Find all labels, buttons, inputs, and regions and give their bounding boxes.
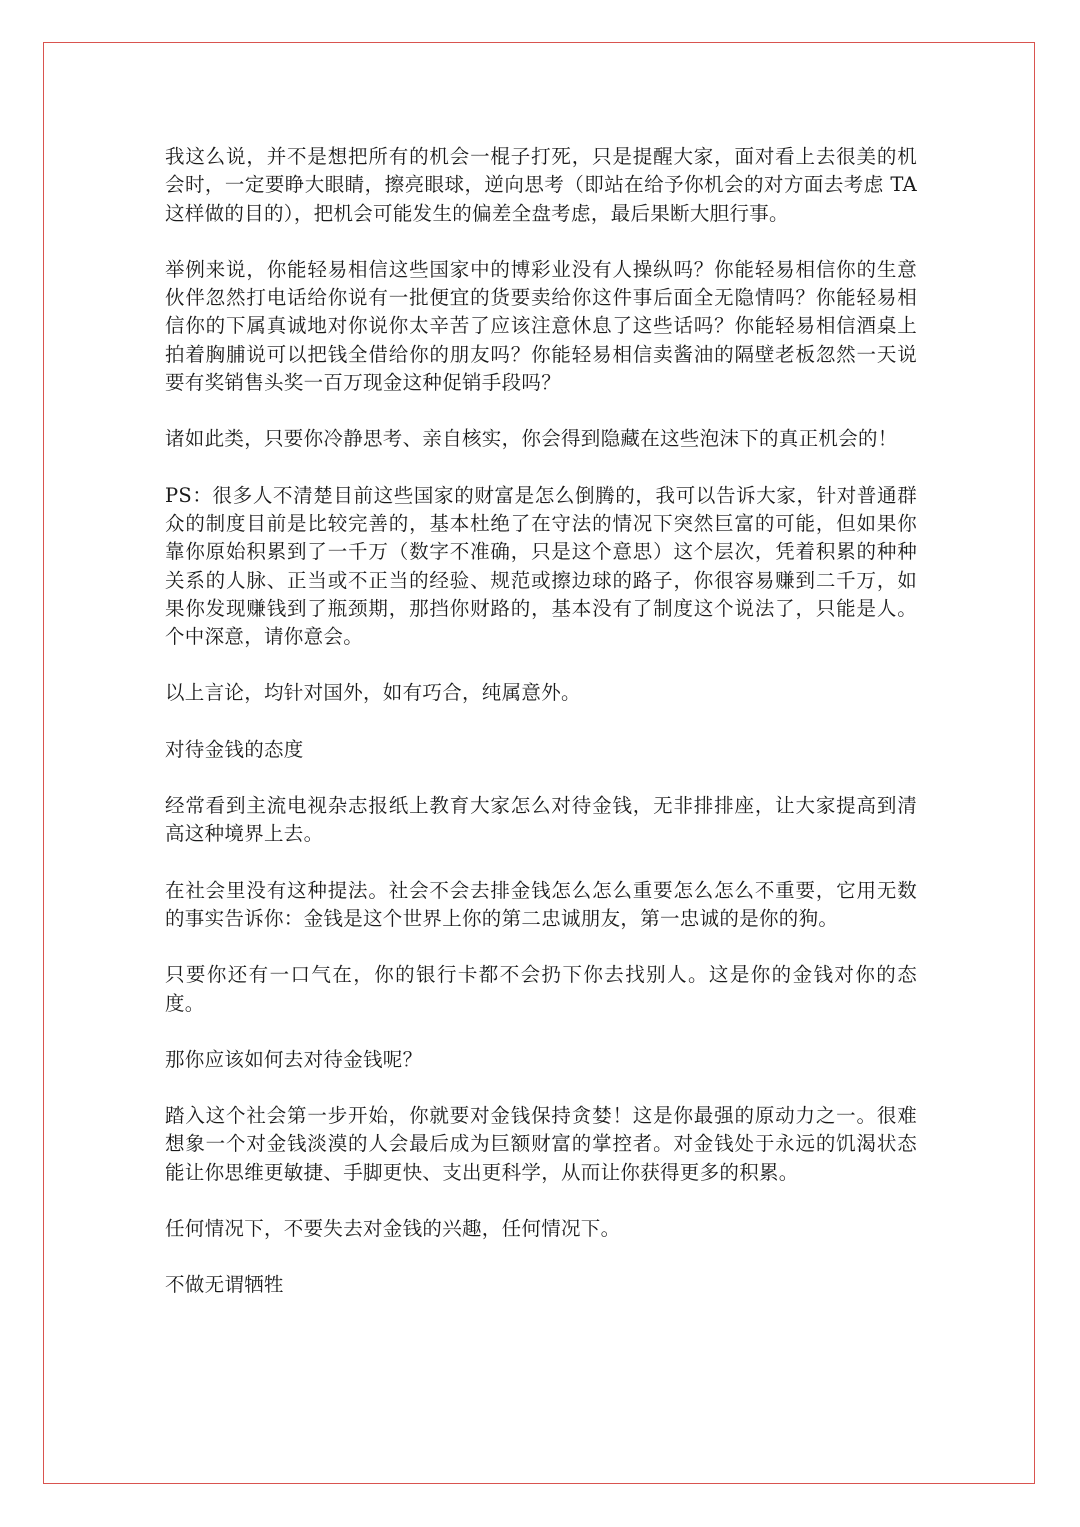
section-heading-money-attitude: 对待金钱的态度 xyxy=(165,737,304,761)
paragraph-5: 以上言论，均针对国外，如有巧合，纯属意外。 xyxy=(165,681,581,705)
section-heading-no-sacrifice: 不做无谓牺牲 xyxy=(165,1273,284,1297)
paragraph-1: 我这么说，并不是想把所有的机会一棍子打死，只是提醒大家，面对看上去很美的机会时，一定要睁大眼睛，擦亮眼球，逆向思考（即站在给予你机会的对方面去考虑 TA 这样做的目的），把机会可能发生的偏差全盘考虑，最后果断大胆行事。 xyxy=(165,145,917,225)
paragraph-10: 踏入这个社会第一步开始，你就要对金钱保持贪婪！这是你最强的原动力之一。很难想象一个对金钱淡漠的人会最后成为巨额财富的掌控者。对金钱处于永远的饥渴状态能让你思维更敏捷、手脚更快、支出更科学，从而让你获得更多的积累。 xyxy=(165,1104,917,1184)
paragraph-4: PS：很多人不清楚目前这些国家的财富是怎么倒腾的，我可以告诉大家，针对普通群众的制度目前是比较完善的，基本杜绝了在守法的情况下突然巨富的可能，但如果你靠你原始积累到了一千万（数字不准确，只是这个意思）这个层次，凭着积累的种种关系的人脉、正当或不正当的经验、规范或擦边球的路子，你很容易赚到二千万，如果你发现赚钱到了瓶颈期，那挡你财路的，基本没有了制度这个说法了，只能是人。个中深意，请你意会。 xyxy=(165,483,917,649)
document-body xyxy=(165,143,917,1328)
paragraph-8: 只要你还有一口气在，你的银行卡都不会扔下你去找别人。这是你的金钱对你的态度。 xyxy=(165,963,917,1015)
paragraph-11: 任何情况下，不要失去对金钱的兴趣，任何情况下。 xyxy=(165,1217,621,1241)
paragraph-7: 在社会里没有这种提法。社会不会去排金钱怎么怎么重要怎么怎么不重要，它用无数的事实告诉你：金钱是这个世界上你的第二忠诚朋友，第一忠诚的是你的狗。 xyxy=(165,878,917,930)
paragraph-2: 举例来说，你能轻易相信这些国家中的博彩业没有人操纵吗？你能轻易相信你的生意伙伴忽然打电话给你说有一批便宜的货要卖给你这件事后面全无隐情吗？你能轻易相信你的下属真诚地对你说你太辛苦了应该注意休息了这些话吗？你能轻易相信酒桌上拍着胸脯说可以把钱全借给你的朋友吗？你能轻易相信卖酱油的隔壁老板忽然一天说要有奖销售头奖一百万现金这种促销手段吗？ xyxy=(165,257,917,395)
paragraph-9: 那你应该如何去对待金钱呢？ xyxy=(165,1047,423,1071)
paragraph-6: 经常看到主流电视杂志报纸上教育大家怎么对待金钱，无非排排座，让大家提高到清高这种境界上去。 xyxy=(165,794,917,846)
paragraph-3: 诸如此类，只要你冷静思考、亲自核实，你会得到隐藏在这些泡沫下的真正机会的！ xyxy=(165,427,898,451)
